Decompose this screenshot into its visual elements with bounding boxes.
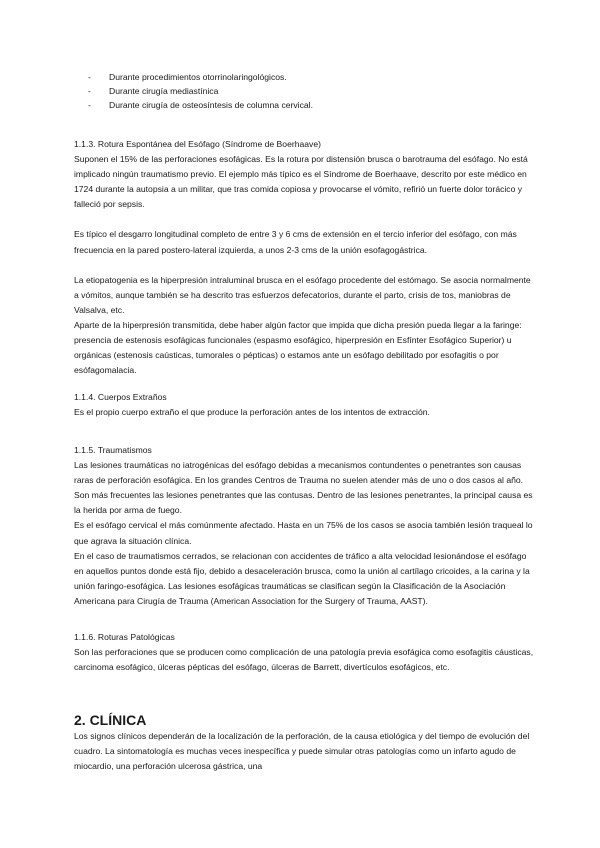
section-boerhaave (74, 137, 534, 378)
list-item (88, 70, 313, 84)
section-heading: 1.1.5. Traumatismos (74, 445, 152, 455)
paragraph: En el caso de traumatismos cerrados, se relacionan con accidentes de tráfico a alta velocidad lesionándose el esófago en aquellos puntos donde está fijo, debido a desaceleración brusca, como la unión al cartílago cricoides, a la carina y la unión faringo-esofágica. Las lesiones esofágicas traumáticas se clasifican según la Clasificación de la Asociación Americana para Cirugía de Trauma (American Association for the Surgery of Trauma, AAST). (74, 550, 530, 606)
bullet-list (88, 70, 313, 113)
paragraph: Aparte de la hiperpresión transmitida, debe haber algún factor que impida que dicha presión pueda llegar a la faringe: presencia de estenosis esofágicas funcionales (espasmo esofágico, hiperpresión en Esfínter Esofágico Superior) u orgánicas (estenosis caústicas, tumorales o pépticas) o estamos ante un esófago debilitado por esofagitis o por esófagomalacia. (74, 319, 522, 376)
paragraph: Son las perforaciones que se producen como complicación de una patología previa esofágica como esofagitis cáusticas, carcinoma esofágico, úlceras pépticas del esófago, úlceras de Barrett, divertículos esofágicos, etc. (74, 647, 534, 673)
section-heading: 1.1.6. Roturas Patológicas (74, 632, 175, 642)
bullet-marker: - (88, 100, 91, 111)
bullet-text: Durante cirugía de osteosíntesis de columna cervical. (109, 100, 313, 111)
list-item (88, 98, 313, 112)
section-cuerpos-extranos (74, 390, 534, 420)
paragraph: Es el propio cuerpo extraño el que produce la perforación antes de los intentos de extracción. (74, 407, 430, 418)
section-traumatismos (74, 443, 534, 609)
bullet-text: Durante procedimientos otorrinolaringológicos. (109, 72, 287, 82)
section-clinica (74, 711, 534, 774)
paragraph: Es el esófago cervical el más comúnmente afectado. Hasta en un 75% de los casos se asocia también lesión traqueal lo que agrava la situación clínica. (74, 520, 533, 546)
section-roturas-patologicas (74, 630, 534, 675)
list-item (88, 84, 313, 98)
bullet-marker: - (88, 86, 91, 97)
section-heading: 1.1.3. Rotura Espontánea del Esófago (Síndrome de Boerhaave) (74, 139, 321, 149)
paragraph: Es típico el desgarro longitudinal completo de entre 3 y 6 cms de extensión en el tercio inferior del esófago, con más frecuencia en la pared postero-lateral izquierda, a unos 2-3 cms de la unión esofagogástrica. (74, 229, 517, 255)
paragraph: Los signos clínicos dependerán de la localización de la perforación, de la causa etiológica y del tiempo de evolución del cuadro. La sintomatología es muchas veces inespecífica y puede simular otras patologías como un infarto agudo de miocardio, una perforación ulcerosa gástrica, una (74, 731, 530, 772)
paragraph: La etiopatogenia es la hiperpresión intraluminal brusca en el esófago procedente del estómago. Se asocia normalmente a vómitos, aunque también se ha descrito tras esfuerzos defecatorios, durante el parto, crisis de tos, maniobras de Valsalva, etc. (74, 274, 531, 315)
paragraph: Las lesiones traumáticas no iatrogénicas del esófago debidas a mecanismos contundentes o penetrantes son causas raras de perforación esofágica. En los grandes Centros de Trauma no suelen atender más de uno o dos casos al año. Son más frecuentes las lesiones penetrantes que las contusas. Dentro de las lesiones penetrantes, la principal causa es la herida por arma de fuego. (74, 460, 533, 516)
chapter-heading: 2. CLÍNICA (74, 712, 147, 728)
section-heading: 1.1.4. Cuerpos Extraños (74, 392, 167, 402)
paragraph: Suponen el 15% de las perforaciones esofágicas. Es la rotura por distensión brusca o barotrauma del esófago. No está implicado ningún traumatismo previo. El ejemplo más típico es el Síndrome de Boerhaave, descrito por este médico en 1724 durante la autopsia a un militar, que tras comida copiosa y provocarse el vómito, refirió un fuerte dolor torácico y falleció por sepsis. (74, 154, 528, 210)
bullet-text: Durante cirugía mediastínica (109, 86, 219, 97)
bullet-marker: - (88, 72, 91, 82)
